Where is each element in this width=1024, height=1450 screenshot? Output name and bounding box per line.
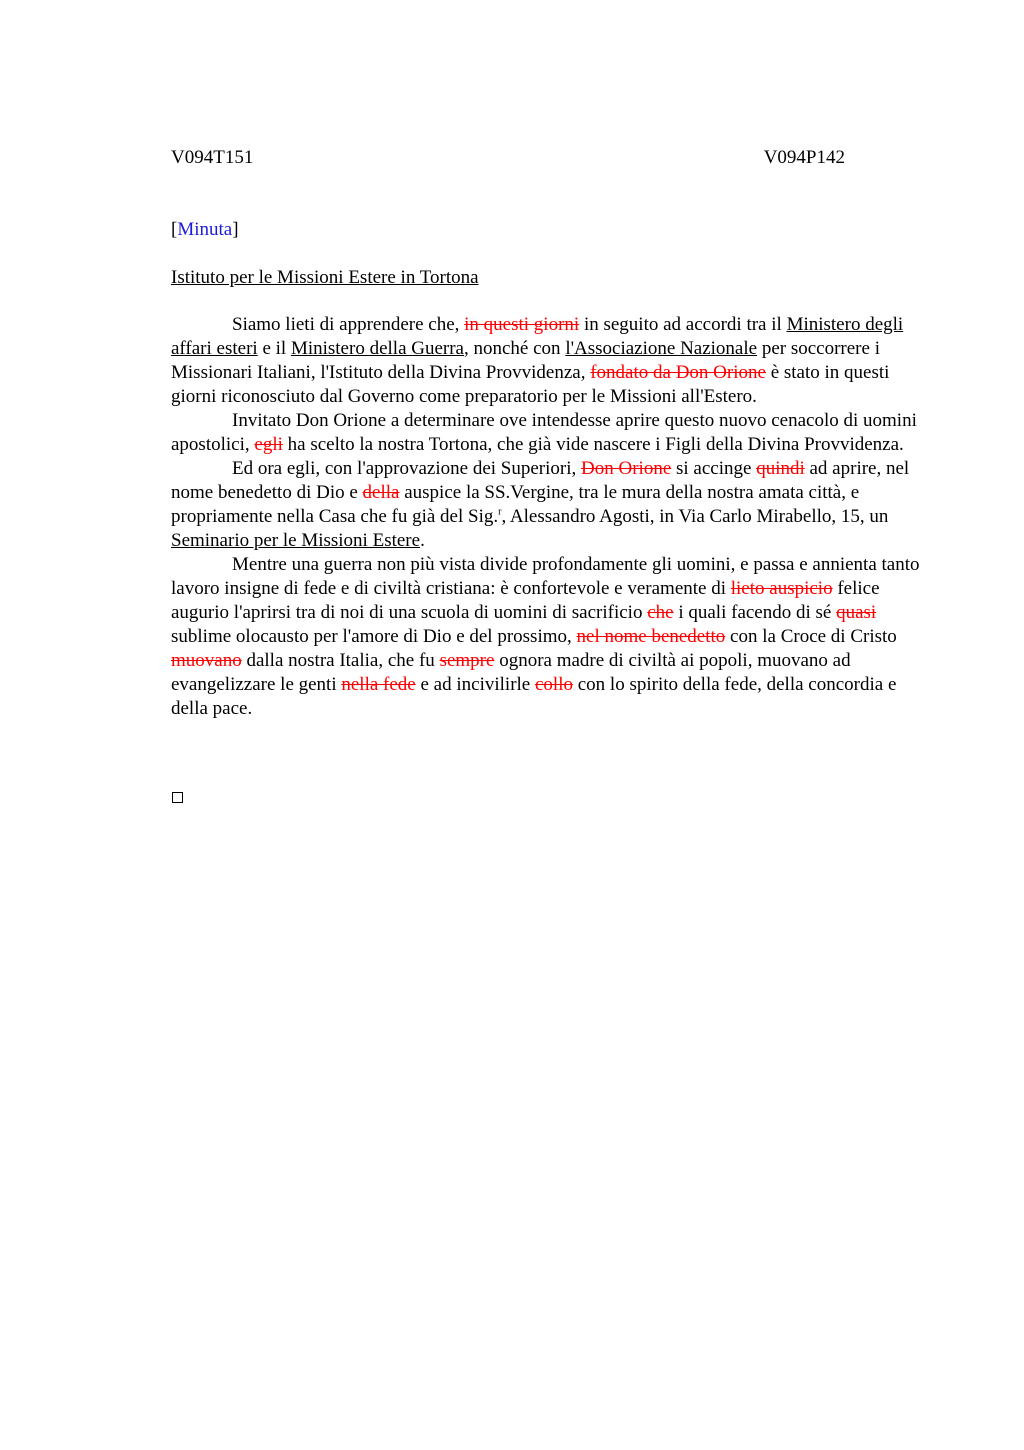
text-run: con la Croce di Cristo: [725, 626, 897, 647]
deleted-text: in questi giorni: [464, 314, 580, 335]
text-run: sublime olocausto per l'amore di Dio e del prossimo,: [171, 626, 577, 647]
superscript: r: [498, 506, 502, 518]
paragraph-2: [171, 409, 923, 457]
document-body: [171, 313, 923, 721]
text-run: Mentre una guerra non più vista divide profondamente gli uomini, e passa e annienta tanto lavoro insigne di fede e di civiltà cristiana: è confortevole e veramente di: [171, 554, 920, 599]
text-run: in seguito ad accordi tra il: [579, 314, 787, 335]
underlined-text: Seminario per le Missioni Estere: [171, 530, 421, 551]
paragraph-4: [171, 553, 923, 721]
text-run: e ad incivilirle: [415, 674, 535, 695]
document-title: Istituto per le Missioni Estere in Tortona: [171, 267, 479, 288]
document-code-left: V094T151: [171, 147, 254, 168]
underlined-text: Ministero della Guerra: [290, 338, 464, 359]
text-run: Siamo lieti di apprendere che,: [232, 314, 465, 335]
underlined-text: Ministero degli affari esteri: [171, 314, 904, 359]
deleted-text: collo: [534, 674, 573, 695]
empty-square-icon: [172, 792, 183, 803]
document-type: [171, 218, 239, 242]
deleted-text: nella fede: [341, 674, 416, 695]
deleted-text: quindi: [756, 458, 805, 479]
text-run: felice augurio l'aprirsi tra di noi di una scuola di uomini di sacrificio: [171, 578, 880, 623]
underlined-text: l'Associazione Nazionale: [565, 338, 758, 359]
text-run: si accinge: [671, 458, 757, 479]
deleted-text: quasi: [836, 602, 877, 623]
type-close-bracket: ]: [232, 219, 239, 240]
deleted-text: della: [362, 482, 400, 503]
text-run: e il: [257, 338, 291, 359]
text-run: con lo spirito della fede, della concordia e della pace.: [171, 674, 897, 719]
paragraph-1: [171, 313, 923, 409]
document-header: [171, 146, 845, 172]
deleted-text: nel nome benedetto: [576, 626, 726, 647]
deleted-text: muovano: [171, 650, 242, 671]
deleted-text: che: [647, 602, 674, 623]
text-run: Invitato Don Orione a determinare ove intendesse aprire questo nuovo cenacolo di uomini apostolici,: [171, 410, 917, 455]
text-run: , nonché con: [464, 338, 566, 359]
text-run: , Alessandro Agosti, in Via Carlo Mirabello, 15, un: [501, 506, 889, 527]
document-code-right: V094P142: [763, 147, 845, 168]
text-run: auspice la SS.Vergine, tra le mura della nostra amata città, e propriamente nella Casa che fu già del Sig.: [171, 482, 860, 527]
text-run: i quali facendo di sé: [673, 602, 837, 623]
deleted-text: fondato da Don Orione: [590, 362, 766, 383]
paragraph-3: [171, 457, 923, 553]
deleted-text: egli: [254, 434, 283, 455]
text-run: ha scelto la nostra Tortona, che già vide nascere i Figli della Divina Provvidenza.: [282, 434, 904, 455]
text-run: è stato in questi giorni riconosciuto dal Governo come preparatorio per le Missioni all'Estero.: [171, 362, 890, 407]
text-run: ad aprire, nel nome benedetto di Dio e: [171, 458, 910, 503]
deleted-text: sempre: [439, 650, 495, 671]
text-run: dalla nostra Italia, che fu: [241, 650, 440, 671]
text-run: Ed ora egli, con l'approvazione dei Superiori,: [232, 458, 582, 479]
deleted-text: Don Orione: [581, 458, 672, 479]
text-run: per soccorrere i Missionari Italiani, l'Istituto della Divina Provvidenza,: [171, 338, 880, 383]
text-run: ognora madre di civiltà ai popoli, muovano ad evangelizzare le genti: [171, 650, 851, 695]
type-open-bracket: [: [171, 219, 178, 240]
type-label: Minuta: [177, 219, 233, 240]
deleted-text: lieto auspicio: [730, 578, 833, 599]
text-run: .: [420, 530, 425, 551]
